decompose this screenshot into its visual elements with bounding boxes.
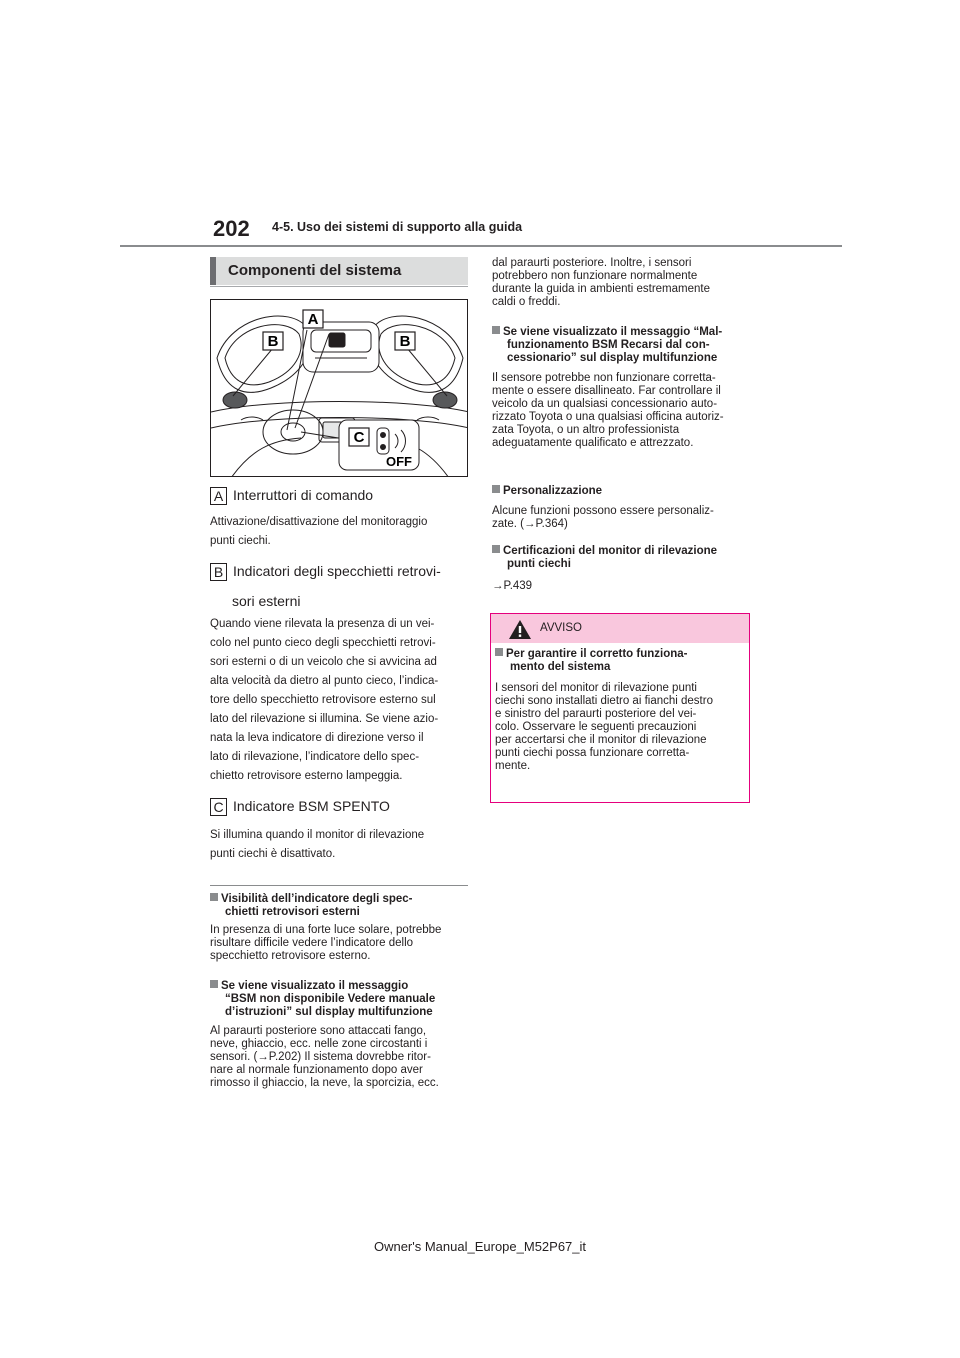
- notes-divider: [210, 885, 468, 886]
- item-a-body-line: Attivazione/disattivazione del monitoraggio: [210, 516, 428, 528]
- bullet-square-icon: [210, 893, 218, 901]
- item-a-title: [210, 487, 373, 505]
- off-label: OFF: [386, 454, 412, 469]
- note-certification-link[interactable]: →P.439: [492, 580, 533, 592]
- note-visibility-body-line: risultare difficile vedere l’indicatore dello: [210, 937, 414, 949]
- note-malfunction-body-line: adeguatamente qualificato e attrezzato.: [492, 437, 694, 449]
- continuation-line: durante la guida in ambienti estremamente: [492, 283, 710, 295]
- bullet-square-icon: [495, 648, 503, 656]
- warning-title: AVVISO: [540, 622, 582, 634]
- note-bsm-unavailable-title-cont: “BSM non disponibile Vedere manuale: [225, 993, 436, 1005]
- dashboard-drawing: [211, 300, 468, 477]
- warning-heading-cont: mento del sistema: [510, 661, 611, 673]
- callout-b-left: B: [267, 333, 279, 350]
- callout-a: A: [307, 311, 319, 328]
- bullet-square-icon: [210, 980, 218, 988]
- item-b-body-line: tore dello specchietto retrovisore esterno sul: [210, 694, 436, 706]
- note-malfunction-body-line: rizzato Toyota o una qualsiasi officina autoriz-: [492, 411, 724, 423]
- section-title: Componenti del sistema: [228, 262, 402, 279]
- note-certification-title: Certificazioni del monitor di rilevazione: [492, 545, 717, 559]
- note-bsm-unavailable-body-line: nare al normale funzionamento dopo aver: [210, 1064, 423, 1076]
- page-number: 202: [213, 216, 250, 241]
- item-b-body-line: colo nel punto cieco degli specchietti retrovi-: [210, 637, 436, 649]
- footer-text: Owner's Manual_Europe_M52P67_it: [373, 1239, 587, 1254]
- note-certification-title-cont: punti ciechi: [507, 558, 571, 570]
- warning-body-line: ciechi sono installati dietro ai fianchi destro: [495, 695, 713, 707]
- item-c-body-line: punti ciechi è disattivato.: [210, 848, 336, 860]
- note-bsm-unavailable-title-cont: d’istruzioni” sul display multifunzione: [225, 1006, 433, 1018]
- item-a-body-line: punti ciechi.: [210, 535, 271, 547]
- note-malfunction-body-line: mente o essere disallineato. Far controllare il: [492, 385, 721, 397]
- note-malfunction-title: Se viene visualizzato il messaggio “Mal-: [492, 326, 722, 340]
- continuation-line: potrebbero non funzionare normalmente: [492, 270, 698, 282]
- note-customization-body-line: zate. (→P.364): [492, 518, 568, 530]
- note-visibility-body-line: specchietto retrovisore esterno.: [210, 950, 371, 962]
- note-bsm-unavailable-body-line: neve, ghiaccio, ecc. nelle zone circostanti i: [210, 1038, 428, 1050]
- item-b-letter: B: [210, 563, 227, 581]
- note-malfunction-body-line: veicolo da un qualsiasi concessionario auto-: [492, 398, 718, 410]
- item-b-body-line: lato di rilevazione, l’indicatore dello spec-: [210, 751, 420, 763]
- bullet-square-icon: [492, 326, 500, 334]
- continuation-line: caldi o freddi.: [492, 296, 561, 308]
- item-a-letter: A: [210, 487, 227, 505]
- note-visibility-title: Visibilità dell’indicatore degli spec-: [210, 893, 413, 907]
- item-b-body-line: Quando viene rilevata la presenza di un vei-: [210, 618, 435, 630]
- bullet-square-icon: [492, 485, 500, 493]
- continuation-line: dal paraurti posteriore. Inoltre, i sensori: [492, 257, 692, 269]
- warning-heading: Per garantire il corretto funziona-: [495, 648, 687, 662]
- note-bsm-unavailable-body-line: sensori. (→P.202) Il sistema dovrebbe ritor-: [210, 1051, 431, 1063]
- bullet-square-icon: [492, 545, 500, 553]
- item-b-title-cont: sori esterni: [232, 593, 301, 609]
- item-c-title: [210, 798, 390, 816]
- warning-body-line: I sensori del monitor di rilevazione punti: [495, 682, 697, 694]
- item-a-title-text: Interruttori di comando: [233, 487, 374, 503]
- note-customization-title: Personalizzazione: [492, 485, 602, 499]
- warning-triangle-icon: [508, 619, 532, 640]
- section-heading: [210, 257, 468, 285]
- warning-body-line: mente.: [495, 760, 531, 772]
- dashboard-illustration: [210, 299, 468, 477]
- note-customization-body-line: Alcune funzioni possono essere personaliz-: [492, 505, 714, 517]
- item-c-body-line: Si illumina quando il monitor di rilevazione: [210, 829, 425, 841]
- note-visibility-title-cont: chietti retrovisori esterni: [225, 906, 360, 918]
- note-malfunction-title-cont: cessionario” sul display multifunzione: [507, 352, 718, 364]
- section-underline: [210, 286, 468, 287]
- item-b-body-line: lato del rilevazione si illumina. Se viene azio-: [210, 713, 439, 725]
- header-rule: [120, 245, 842, 247]
- item-c-title-text: Indicatore BSM SPENTO: [233, 798, 390, 814]
- note-malfunction-body-line: zata Toyota, o un altro professionista: [492, 424, 680, 436]
- warning-body-line: colo. Osservare le seguenti precauzioni: [495, 721, 697, 733]
- item-b-body-line: chietto retrovisore esterno lampeggia.: [210, 770, 403, 782]
- note-visibility-body-line: In presenza di una forte luce solare, potrebbe: [210, 924, 442, 936]
- note-bsm-unavailable-title: Se viene visualizzato il messaggio: [210, 980, 408, 994]
- item-b-body-line: nata la leva indicatore di direzione verso il: [210, 732, 424, 744]
- item-b-title: [210, 563, 441, 581]
- note-malfunction-title-cont: funzionamento BSM Recarsi dal con-: [507, 339, 710, 351]
- item-b-body-line: alta velocità da dietro al punto cieco, l’indica-: [210, 675, 439, 687]
- callout-b-right: B: [399, 333, 411, 350]
- chapter-title: 4-5. Uso dei sistemi di supporto alla guida: [272, 220, 523, 234]
- note-bsm-unavailable-body-line: rimosso il ghiaccio, la neve, la sporcizia, ecc.: [210, 1077, 439, 1089]
- note-malfunction-body-line: Il sensore potrebbe non funzionare corretta-: [492, 372, 716, 384]
- item-b-title-text: Indicatori degli specchietti retrovi-: [233, 563, 441, 579]
- warning-body-line: punti ciechi possa funzionare corretta-: [495, 747, 690, 759]
- warning-body-line: e sinistro del paraurti posteriore del vei-: [495, 708, 697, 720]
- item-c-letter: C: [210, 798, 227, 816]
- warning-body-line: per accertarsi che il monitor di rilevazione: [495, 734, 707, 746]
- item-b-body-line: sori esterni o di un veicolo che si avvicina ad: [210, 656, 437, 668]
- note-bsm-unavailable-body-line: Al paraurti posteriore sono attaccati fango,: [210, 1025, 427, 1037]
- callout-c: C: [353, 429, 365, 446]
